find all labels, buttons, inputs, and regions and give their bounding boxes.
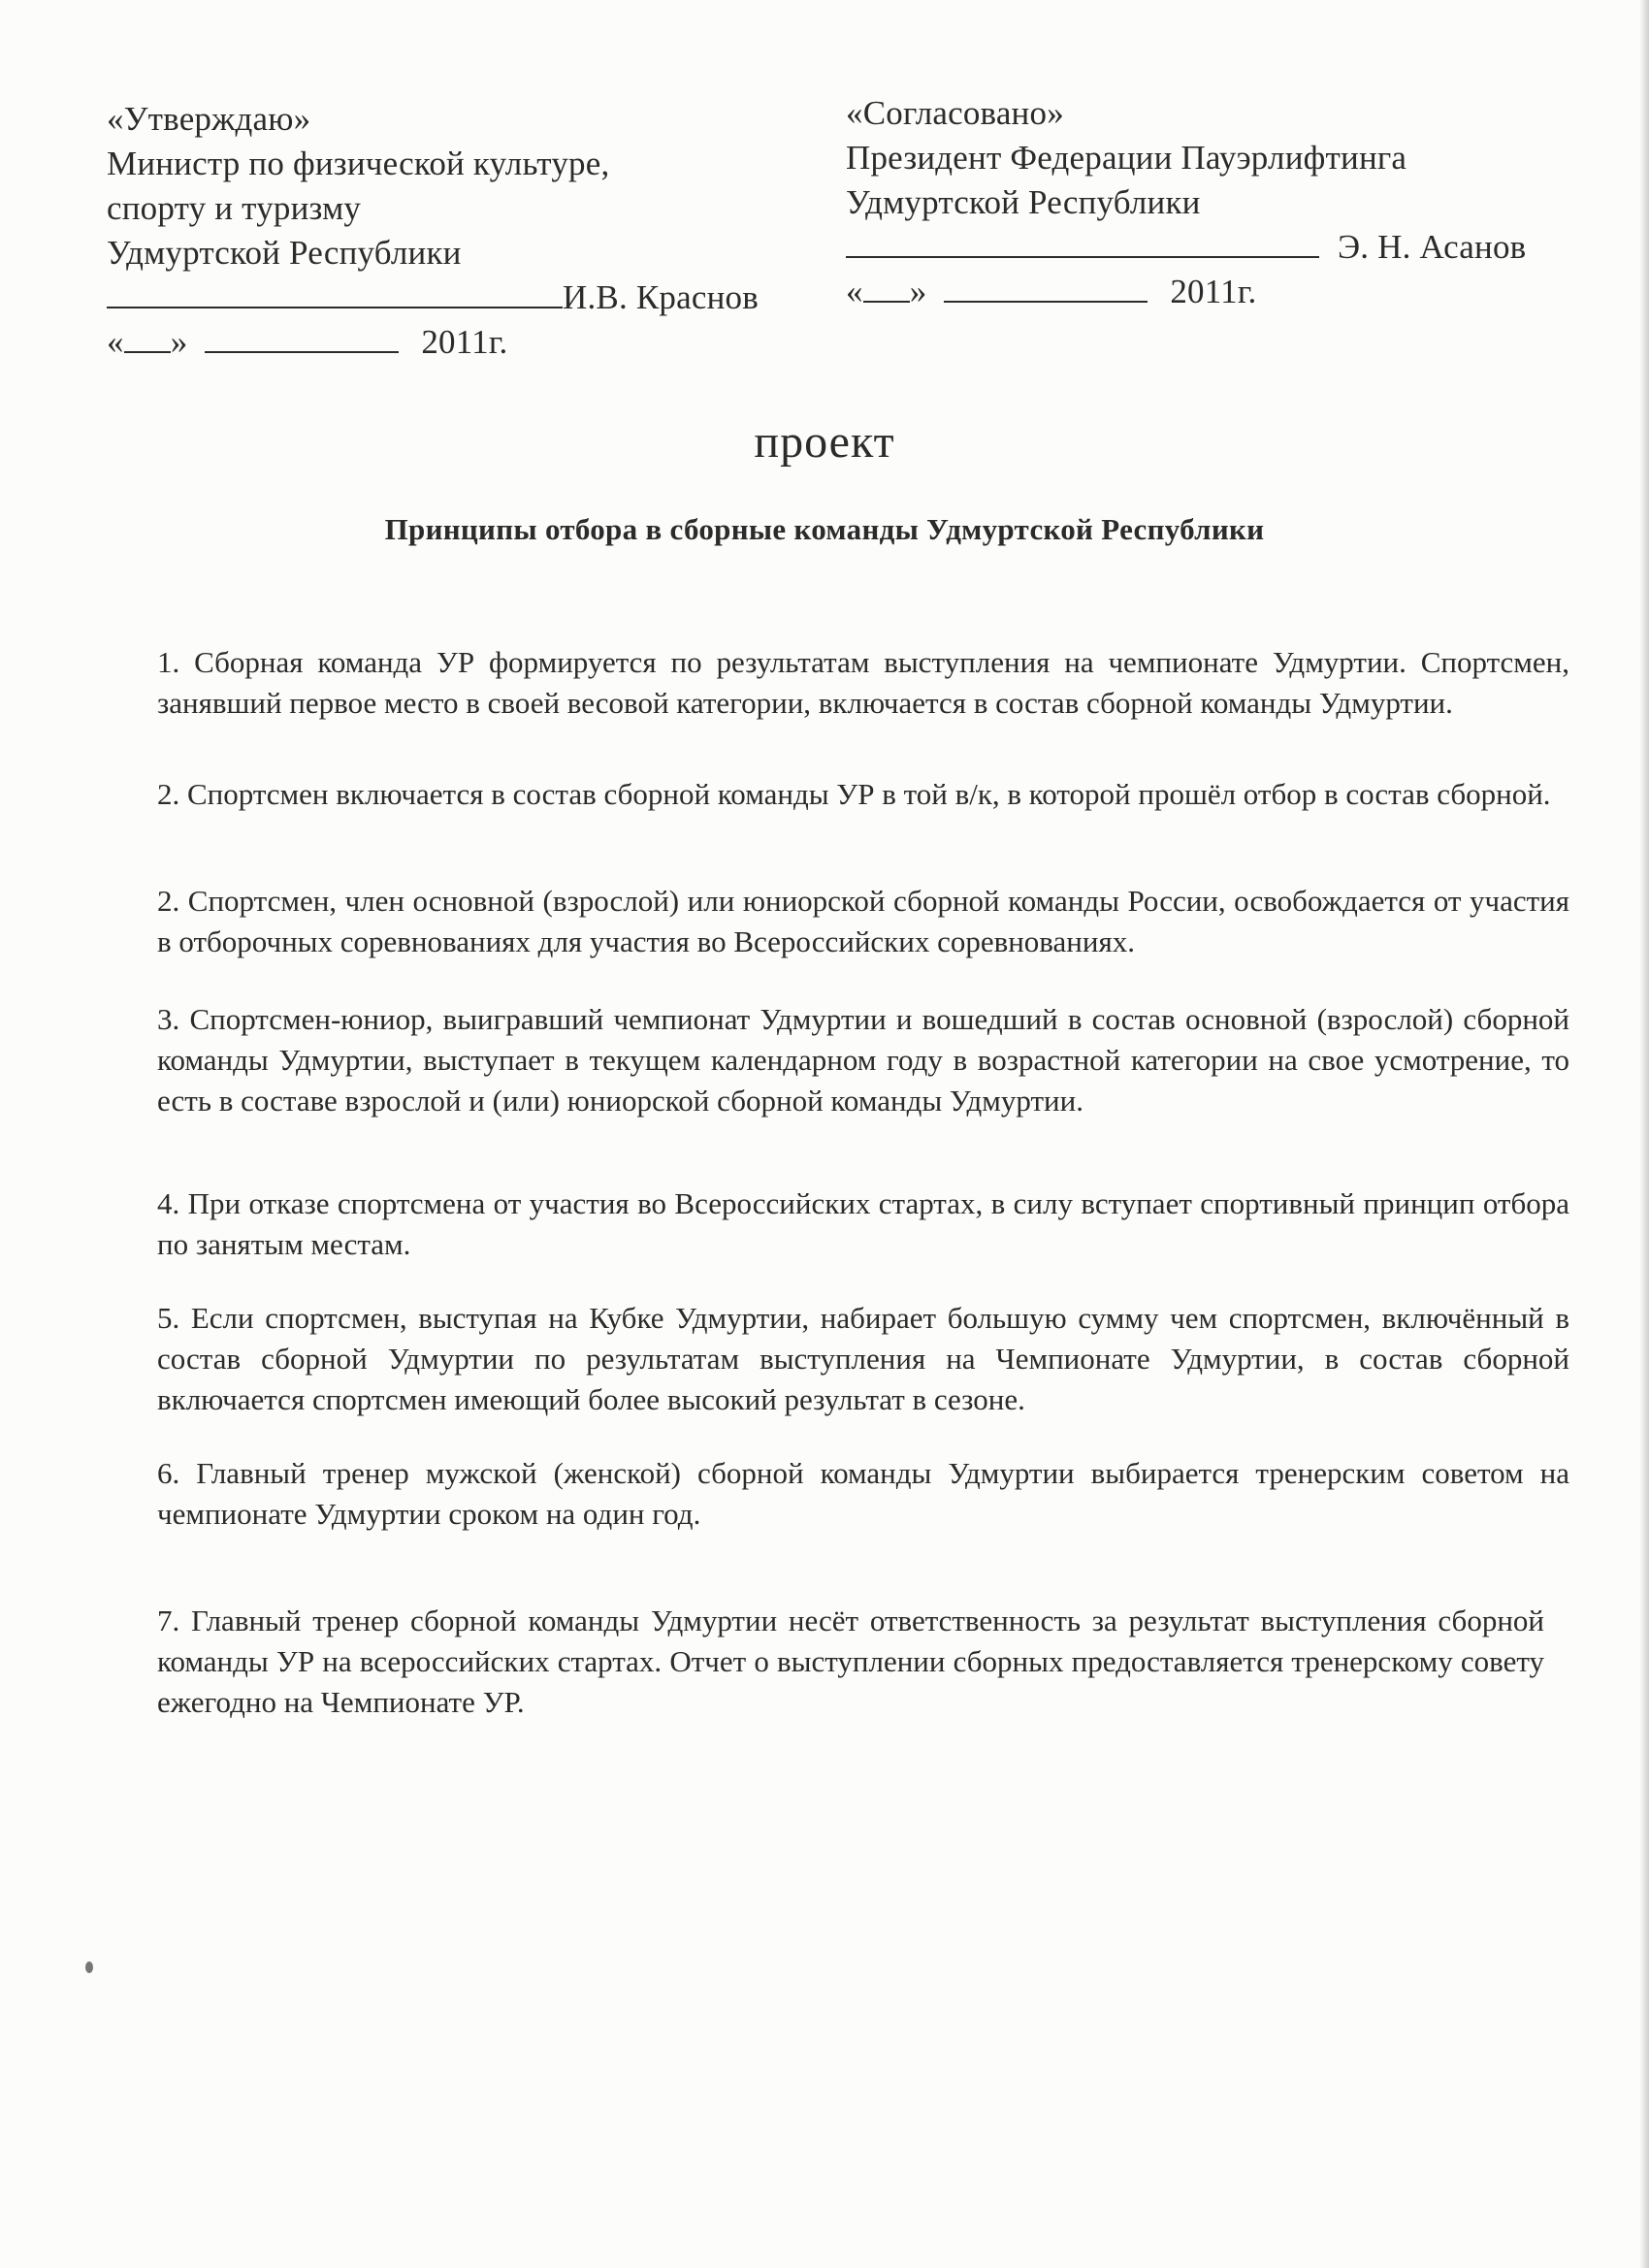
approval-signer-name: И.В. Краснов [563, 278, 759, 316]
agreement-month-blank [944, 272, 1148, 303]
approval-heading: «Утверждаю» [107, 100, 311, 138]
paragraph-5: 4. При отказе спортсмена от участия во Всероссийских стартах, в силу вступает спортивный принцип отбора по занятым местам. [157, 1186, 1569, 1261]
agreement-year: 2011г. [1170, 273, 1257, 310]
agreement-position-line-1: Президент Федерации Пауэрлифтинга [846, 139, 1407, 177]
approval-month-blank [205, 322, 399, 353]
scan-speck [85, 1961, 93, 1973]
approval-day-blank [124, 322, 171, 353]
agreement-date-close-quote: » [909, 273, 927, 310]
paragraph-8: 7. Главный тренер сборной команды Удмуртии несёт ответственность за результат выступления сборной команды УР на всероссийских стартах. Отчет о выступлении сборных предоставляется тренерскому совету ежегодно на Чемпионате УР. [157, 1604, 1544, 1719]
approval-position-line-3: Удмуртской Республики [107, 234, 462, 272]
paragraph-4: 3. Спортсмен-юниор, выигравший чемпионат Удмуртии и вошедший в состав основной (взрослой) сборной команды Удмуртии, выступает в текущем календарном году в возрастной категории на свое усмотрение, то есть в составе взрослой и (или) юниорской сборной команды Удмуртии. [157, 1002, 1569, 1118]
approval-signature-line [107, 275, 805, 320]
paragraph-6: 5. Если спортсмен, выступая на Кубке Удмуртии, набирает большую сумму чем спортсмен, включённый в состав сборной Удмуртии по результатам выступления на Чемпионате Удмуртии, в состав сборной включается спортсмен имеющий более высокий результат в сезоне. [157, 1301, 1569, 1416]
agreement-signature-blank [846, 227, 1319, 258]
approval-block [107, 97, 805, 365]
agreement-date-line [846, 270, 1544, 314]
paragraph-7: 6. Главный тренер мужской (женской) сборной команды Удмуртии выбирается тренерским советом на чемпионате Удмуртии сроком на один год. [157, 1456, 1569, 1531]
paragraph-3: 2. Спортсмен, член основной (взрослой) или юниорской сборной команды России, освобождается от участия в отборочных соревнованиях для участия во Всероссийских соревнованиях. [157, 884, 1569, 958]
project-label: проект [754, 416, 895, 468]
approval-date-open-quote: « [107, 323, 124, 361]
paragraph-2: 2. Спортсмен включается в состав сборной команды УР в той в/к, в которой прошёл отбор в состав сборной. [157, 777, 1551, 811]
approval-date-close-quote: » [170, 323, 188, 361]
approval-signature-blank [107, 277, 563, 308]
approval-year: 2011г. [421, 323, 508, 361]
agreement-signature-line [846, 225, 1544, 270]
agreement-signer-name: Э. Н. Асанов [1337, 228, 1527, 266]
agreement-date-open-quote: « [846, 273, 863, 310]
approval-date-line [107, 320, 805, 365]
document-title: Принципы отбора в сборные команды Удмуртской Республики [384, 512, 1265, 546]
approval-position-line-2: спорту и туризму [107, 189, 362, 227]
paragraph-1: 1. Сборная команда УР формируется по результатам выступления на чемпионате Удмуртии. Спортсмен, занявший первое место в своей весовой категории, включается в состав сборной команды Удмуртии. [157, 645, 1569, 720]
agreement-block [846, 91, 1544, 314]
approval-position-line-1: Министр по физической культуре, [107, 145, 610, 182]
agreement-day-blank [863, 272, 910, 303]
agreement-heading: «Согласовано» [846, 94, 1064, 132]
agreement-position-line-2: Удмуртской Республики [846, 183, 1201, 221]
